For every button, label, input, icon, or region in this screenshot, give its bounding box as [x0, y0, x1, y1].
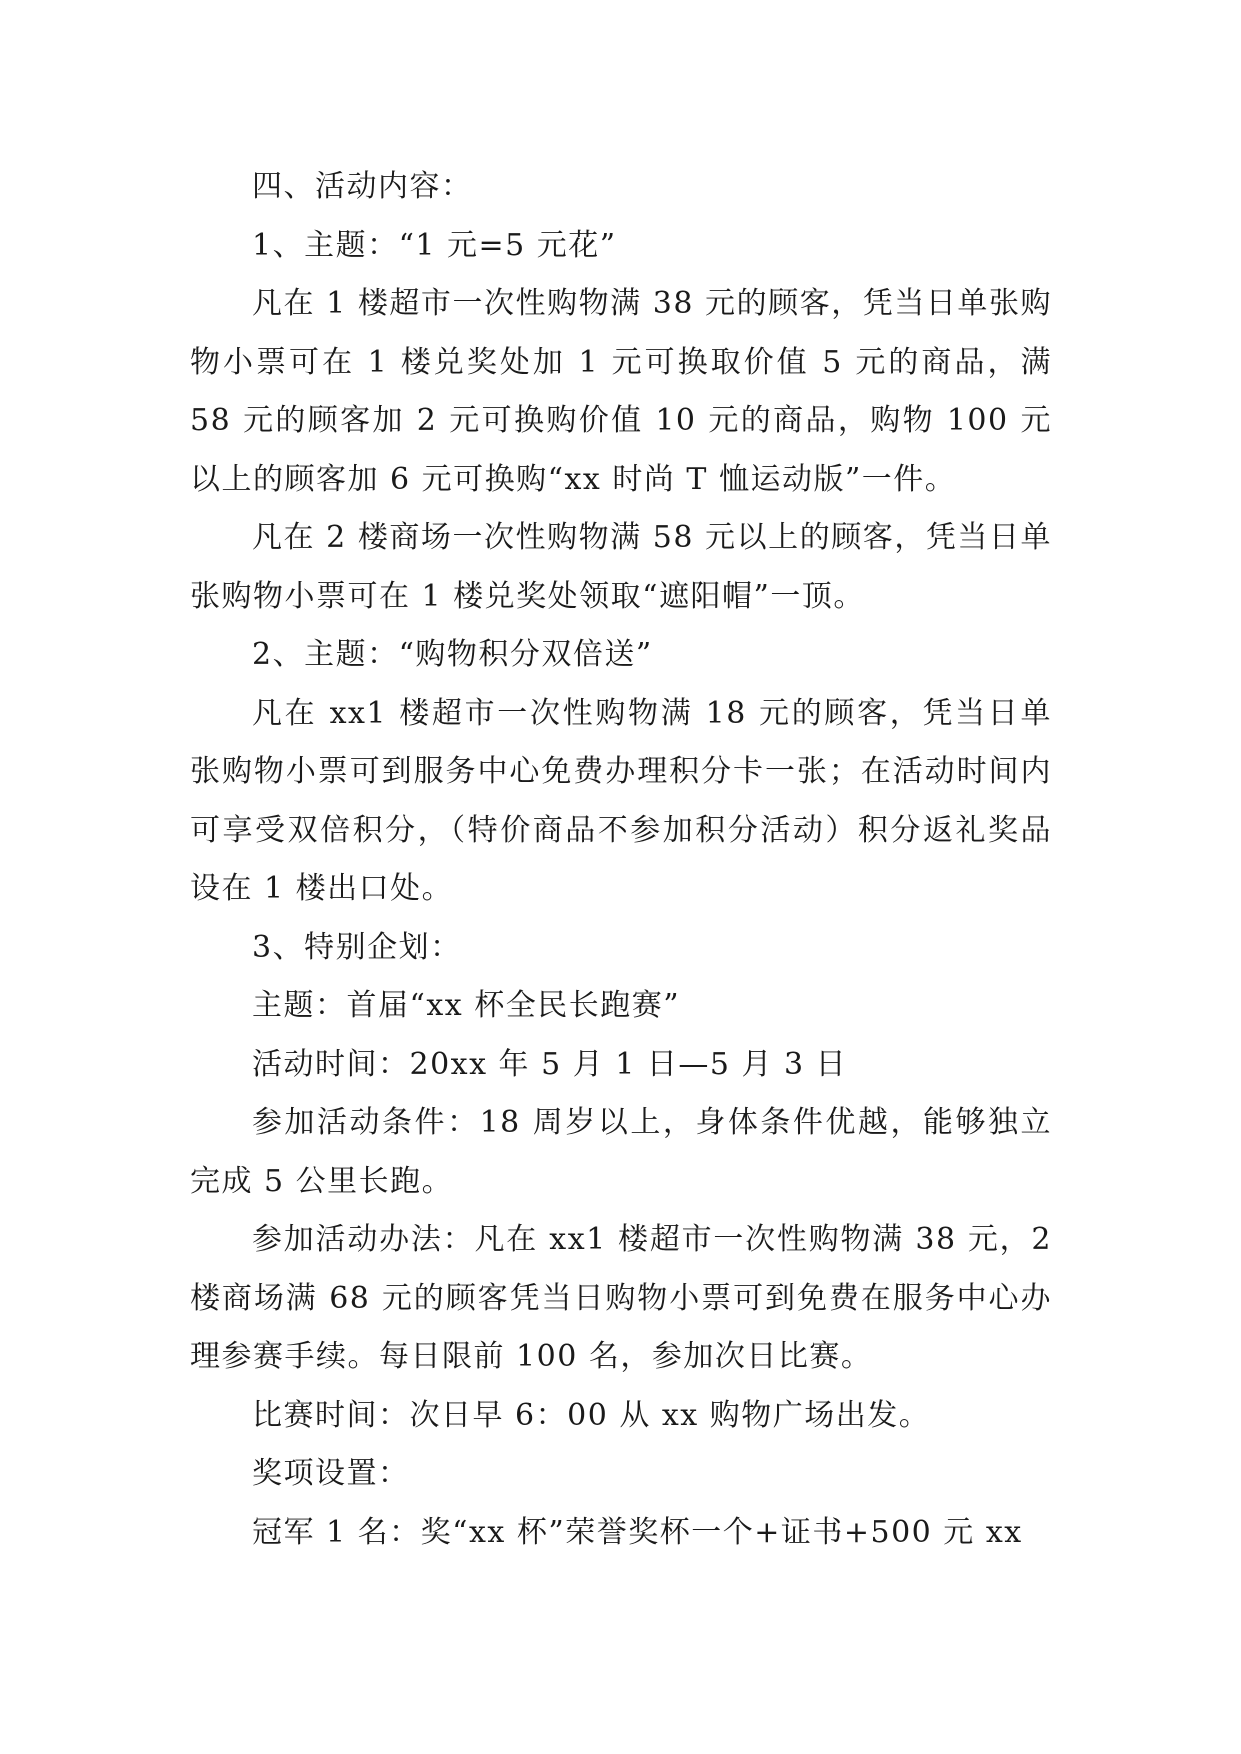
theme-1-heading: 1、主题：“1 元=5 元花” [252, 227, 617, 263]
theme-2-paragraph: 凡在 xx1 楼超市一次性购物满 18 元的顾客，凭当日单张购物小票可到服务中心免费办理积分卡一张；在活动时间内可享受双倍积分，（特价商品不参加积分活动）积分返礼奖品设在 1 楼出口处。 [190, 695, 1052, 906]
awards-heading: 奖项设置： [252, 1456, 410, 1491]
document-body [190, 158, 1052, 1562]
special-plan-heading: 3、特别企划： [252, 929, 462, 965]
section-heading-activity-content: 四、活动内容： [252, 169, 473, 204]
special-plan-conditions: 参加活动条件：18 周岁以上，身体条件优越，能够独立完成 5 公里长跑。 [190, 1105, 1052, 1199]
special-plan-time: 活动时间：20xx 年 5 月 1 日—5 月 3 日 [252, 1046, 848, 1082]
theme-1-paragraph-supermarket: 凡在 1 楼超市一次性购物满 38 元的顾客，凭当日单张购物小票可在 1 楼兑奖处加 1 元可换取价值 5 元的商品，满 58 元的顾客加 2 元可换购价值 10 元的商品，购物 100 元以上的顾客加 6 元可换购“xx 时尚 T 恤运动版”一件。 [190, 286, 1052, 497]
special-plan-method: 参加活动办法：凡在 xx1 楼超市一次性购物满 38 元，2 楼商场满 68 元的顾客凭当日购物小票可到免费在服务中心办理参赛手续。每日限前 100 名，参加次日比赛。 [190, 1222, 1052, 1374]
race-time: 比赛时间：次日早 6：00 从 xx 购物广场出发。 [252, 1397, 931, 1433]
theme-2-heading: 2、主题：“购物积分双倍送” [252, 637, 653, 672]
theme-1-paragraph-mall: 凡在 2 楼商场一次性购物满 58 元以上的顾客，凭当日单张购物小票可在 1 楼兑奖处领取“遮阳帽”一顶。 [190, 520, 1052, 614]
award-champion: 冠军 1 名：奖“xx 杯”荣誉奖杯一个+证书+500 元 xx [252, 1514, 1023, 1550]
special-plan-theme: 主题：首届“xx 杯全民长跑赛” [252, 988, 681, 1023]
